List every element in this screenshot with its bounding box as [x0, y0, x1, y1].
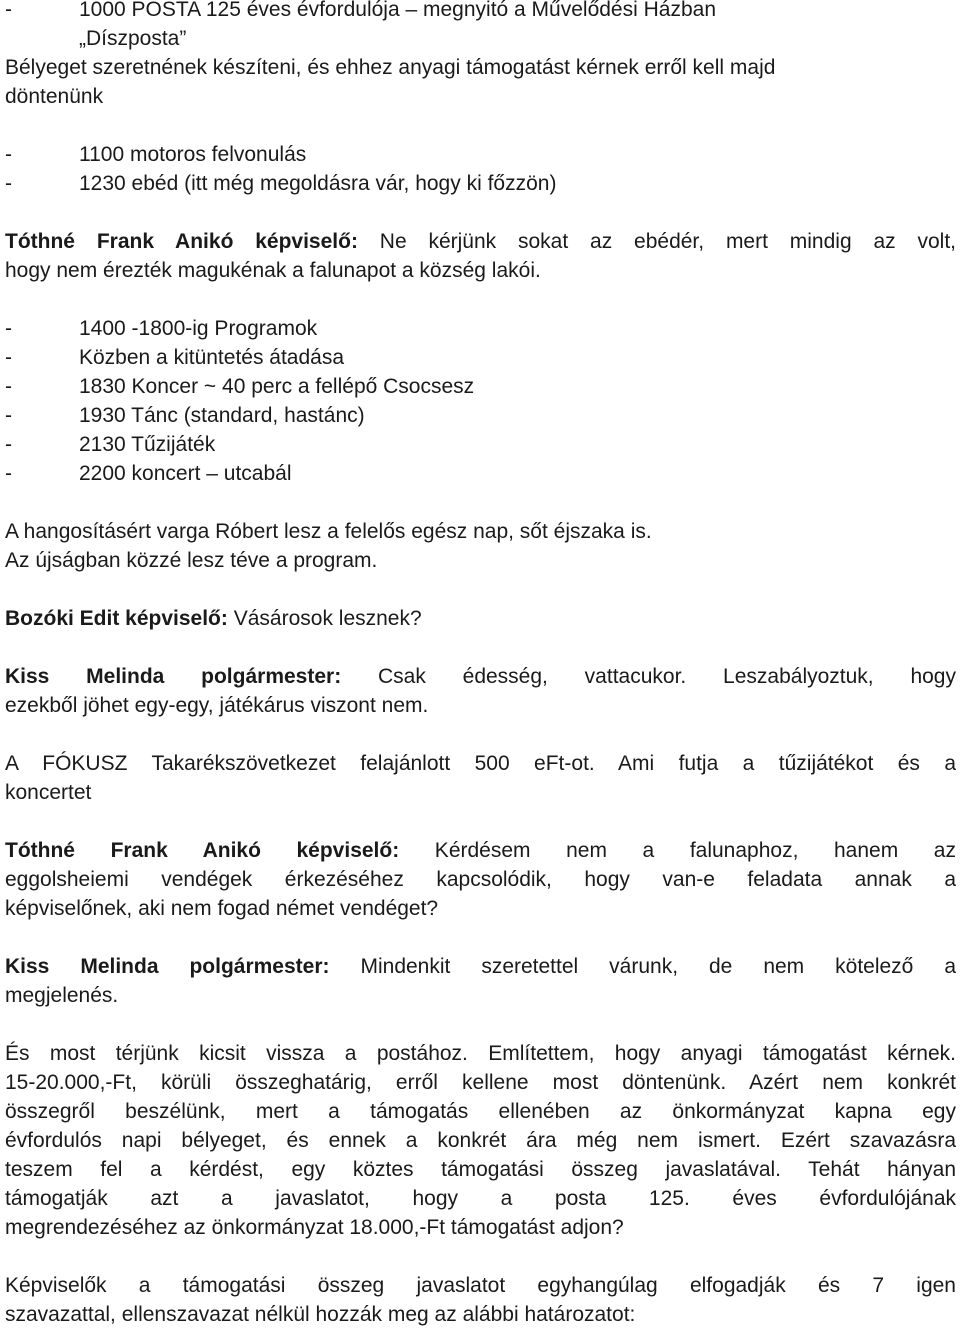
speech-text: Csak édesség, vattacukor. Leszabályoztuk, hogy [341, 665, 956, 688]
list-dash: - [5, 172, 12, 195]
speech-text: Mindenkit szeretettel várunk, de nem kötelező a [329, 955, 956, 978]
speech-text: Vásárosok lesznek? [227, 607, 422, 630]
paragraph-line [5, 604, 956, 633]
paragraph-line [5, 662, 956, 691]
list-dash: - [5, 433, 12, 456]
paragraph-line: szavazattal, ellenszavazat nélkül hozzák meg az alábbi határozatot: [5, 1303, 636, 1326]
paragraph-line: 15-20.000,-Ft, körüli összeghatárig, erről kellene most döntenünk. Azért nem konkrét [5, 1071, 956, 1094]
list-item-text: 1400 -1800-ig Programok [79, 317, 318, 340]
paragraph-line: Bélyeget szeretnének készíteni, és ehhez anyagi támogatást kérnek erről kell majd [5, 56, 776, 79]
paragraph-line [5, 836, 956, 865]
list-dash: - [5, 143, 12, 166]
list-dash: - [5, 462, 12, 485]
paragraph-line [5, 227, 956, 256]
paragraph-line [5, 952, 956, 981]
list-dash: - [5, 346, 12, 369]
list-item-text: 2130 Tűzijáték [79, 433, 216, 456]
paragraph-line: megjelenés. [5, 984, 119, 1007]
paragraph-line: Képviselők a támogatási összeg javaslatot egyhangúlag elfogadják és 7 igen [5, 1274, 956, 1297]
speech-text: Kérdésem nem a falunaphoz, hanem az [399, 839, 956, 862]
paragraph-line: évfordulós napi bélyeget, és ennek a konkrét ára még nem ismert. Ezért szavazásra [5, 1129, 956, 1152]
paragraph-line: A hangosításért varga Róbert lesz a felelős egész nap, sőt éjszaka is. [5, 520, 652, 543]
list-item [5, 343, 956, 372]
paragraph-line: megrendezéséhez az önkormányzat 18.000,-Ft támogatást adjon? [5, 1216, 624, 1239]
paragraph-line: hogy nem érezték magukénak a falunapot a község lakói. [5, 259, 541, 282]
speaker-name: Tóthné Frank Anikó képviselő: [5, 839, 400, 862]
list-item-text: 1830 Koncer ~ 40 perc a fellépő Csocsesz [79, 375, 475, 398]
list-item [5, 24, 956, 53]
paragraph-line: ezekből jöhet egy-egy, játékárus viszont nem. [5, 694, 429, 717]
list-dash: - [5, 0, 12, 21]
list-item-text: 1100 motoros felvonulás [79, 143, 307, 166]
paragraph-line: támogatják azt a javaslatot, hogy a posta 125. éves évfordulójának [5, 1187, 956, 1210]
list-item-text: 1000 POSTA 125 éves évfordulója – megnyitó a Művelődési Házban [79, 0, 716, 21]
list-dash [5, 24, 79, 53]
list-item-text: 1930 Tánc (standard, hastánc) [79, 404, 365, 427]
paragraph-line: Az újságban közzé lesz téve a program. [5, 549, 378, 572]
paragraph-line: És most térjünk kicsit vissza a postához. Említettem, hogy anyagi támogatást kérnek. [5, 1042, 956, 1065]
speaker-name: Kiss Melinda polgármester: [5, 955, 330, 978]
paragraph-line: koncertet [5, 781, 92, 804]
document-page [5, 0, 956, 1329]
list-item [5, 0, 956, 24]
list-item [5, 459, 956, 488]
paragraph-line: teszem fel a kérdést, egy köztes támogatási összeg javaslatával. Tehát hányan [5, 1158, 956, 1181]
speaker-name: Bozóki Edit képviselő: [5, 607, 228, 630]
list-item-text: 2200 koncert – utcabál [79, 462, 292, 485]
paragraph-line: A FÓKUSZ Takarékszövetkezet felajánlott 500 eFt-ot. Ami futja a tűzijátékot és a [5, 752, 956, 775]
paragraph-line: döntenünk [5, 85, 104, 108]
paragraph-line: eggolsheiemi vendégek érkezéséhez kapcsolódik, hogy van-e feladata annak a [5, 868, 956, 891]
paragraph-line: összegről beszélünk, mert a támogatás ellenében az önkormányzat kapna egy [5, 1100, 956, 1123]
list-item [5, 401, 956, 430]
list-dash: - [5, 404, 12, 427]
list-dash: - [5, 317, 12, 340]
speaker-name: Tóthné Frank Anikó képviselő: [5, 230, 358, 253]
paragraph-line: képviselőnek, aki nem fogad német vendéget? [5, 897, 439, 920]
list-item-text: „Díszposta” [79, 27, 187, 50]
list-item-text: Közben a kitüntetés átadása [79, 346, 345, 369]
speech-text: Ne kérjünk sokat az ebédér, mert mindig az volt, [357, 230, 956, 253]
list-item [5, 430, 956, 459]
list-item [5, 372, 956, 401]
list-dash: - [5, 375, 12, 398]
list-item [5, 140, 956, 169]
list-item-text: 1230 ebéd (itt még megoldásra vár, hogy ki főzzön) [79, 172, 557, 195]
speaker-name: Kiss Melinda polgármester: [5, 665, 342, 688]
list-item [5, 169, 956, 198]
list-item [5, 314, 956, 343]
